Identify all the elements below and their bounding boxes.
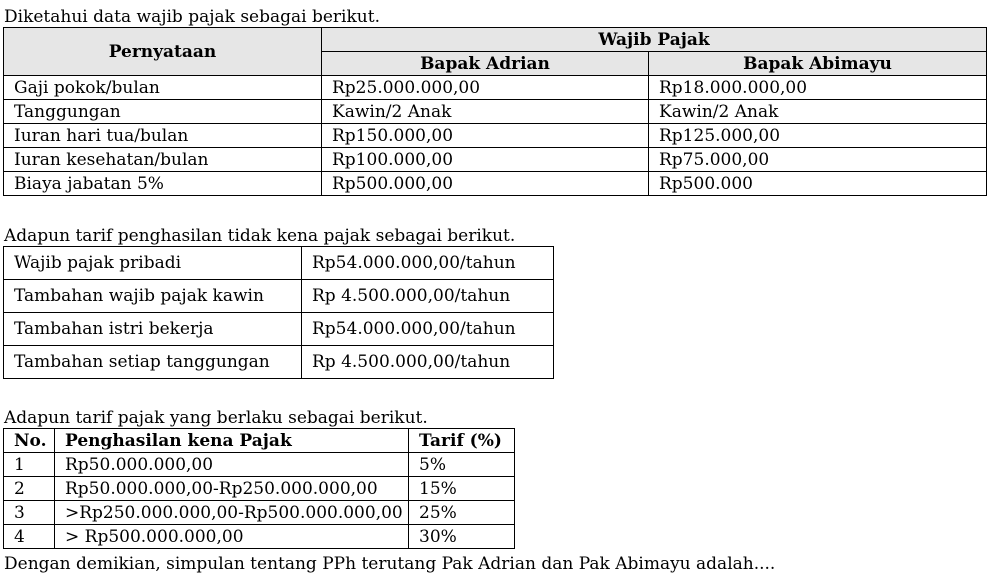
rate-no: 4 [4, 525, 55, 549]
abimayu-value: Rp125.000,00 [649, 124, 987, 148]
ptkp-label: Tambahan istri bekerja [4, 313, 302, 346]
ptkp-value: Rp 4.500.000,00/tahun [302, 346, 554, 379]
rate-income: Rp50.000.000,00-Rp250.000.000,00 [55, 477, 409, 501]
header-rate: Tarif (%) [409, 429, 515, 453]
header-statement: Pernyataan [4, 28, 322, 76]
header-taxpayer-group: Wajib Pajak [322, 28, 987, 52]
table-row [4, 148, 987, 172]
ptkp-table [3, 246, 554, 379]
ptkp-label: Tambahan wajib pajak kawin [4, 280, 302, 313]
table-row [4, 346, 554, 379]
rate-income: >Rp250.000.000,00-Rp500.000.000,00 [55, 501, 409, 525]
rate-percent: 25% [409, 501, 515, 525]
rate-no: 2 [4, 477, 55, 501]
adrian-value: Rp100.000,00 [322, 148, 649, 172]
question-text: Dengan demikian, simpulan tentang PPh terutang Pak Adrian dan Pak Abimayu adalah.... [4, 554, 776, 574]
rate-income: > Rp500.000.000,00 [55, 525, 409, 549]
ptkp-intro-text: Adapun tarif penghasilan tidak kena pajak sebagai berikut. [4, 226, 516, 246]
table-row [4, 313, 554, 346]
table-row [4, 477, 515, 501]
row-label: Iuran hari tua/bulan [4, 124, 322, 148]
adrian-value: Kawin/2 Anak [322, 100, 649, 124]
header-no: No. [4, 429, 55, 453]
tax-rate-table [3, 428, 515, 549]
table-row [4, 124, 987, 148]
adrian-value: Rp25.000.000,00 [322, 76, 649, 100]
abimayu-value: Kawin/2 Anak [649, 100, 987, 124]
header-bapak-abimayu: Bapak Abimayu [649, 52, 987, 76]
rate-no: 1 [4, 453, 55, 477]
header-taxable-income: Penghasilan kena Pajak [55, 429, 409, 453]
rate-percent: 15% [409, 477, 515, 501]
rate-income: Rp50.000.000,00 [55, 453, 409, 477]
row-label: Gaji pokok/bulan [4, 76, 322, 100]
taxpayer-data-table [3, 27, 987, 196]
adrian-value: Rp500.000,00 [322, 172, 649, 196]
table-row [4, 172, 987, 196]
table-row [4, 501, 515, 525]
rate-no: 3 [4, 501, 55, 525]
ptkp-value: Rp 4.500.000,00/tahun [302, 280, 554, 313]
row-label: Biaya jabatan 5% [4, 172, 322, 196]
table-row [4, 453, 515, 477]
ptkp-label: Wajib pajak pribadi [4, 247, 302, 280]
row-label: Iuran kesehatan/bulan [4, 148, 322, 172]
abimayu-value: Rp500.000 [649, 172, 987, 196]
rate-percent: 30% [409, 525, 515, 549]
ptkp-value: Rp54.000.000,00/tahun [302, 247, 554, 280]
adrian-value: Rp150.000,00 [322, 124, 649, 148]
table-row [4, 280, 554, 313]
row-label: Tanggungan [4, 100, 322, 124]
tarif-intro-text: Adapun tarif pajak yang berlaku sebagai berikut. [4, 408, 428, 428]
table-row [4, 100, 987, 124]
table-row [4, 247, 554, 280]
abimayu-value: Rp75.000,00 [649, 148, 987, 172]
table-row [4, 76, 987, 100]
ptkp-value: Rp54.000.000,00/tahun [302, 313, 554, 346]
intro-text: Diketahui data wajib pajak sebagai berikut. [4, 7, 380, 27]
header-bapak-adrian: Bapak Adrian [322, 52, 649, 76]
ptkp-label: Tambahan setiap tanggungan [4, 346, 302, 379]
abimayu-value: Rp18.000.000,00 [649, 76, 987, 100]
table-row [4, 525, 515, 549]
rate-percent: 5% [409, 453, 515, 477]
